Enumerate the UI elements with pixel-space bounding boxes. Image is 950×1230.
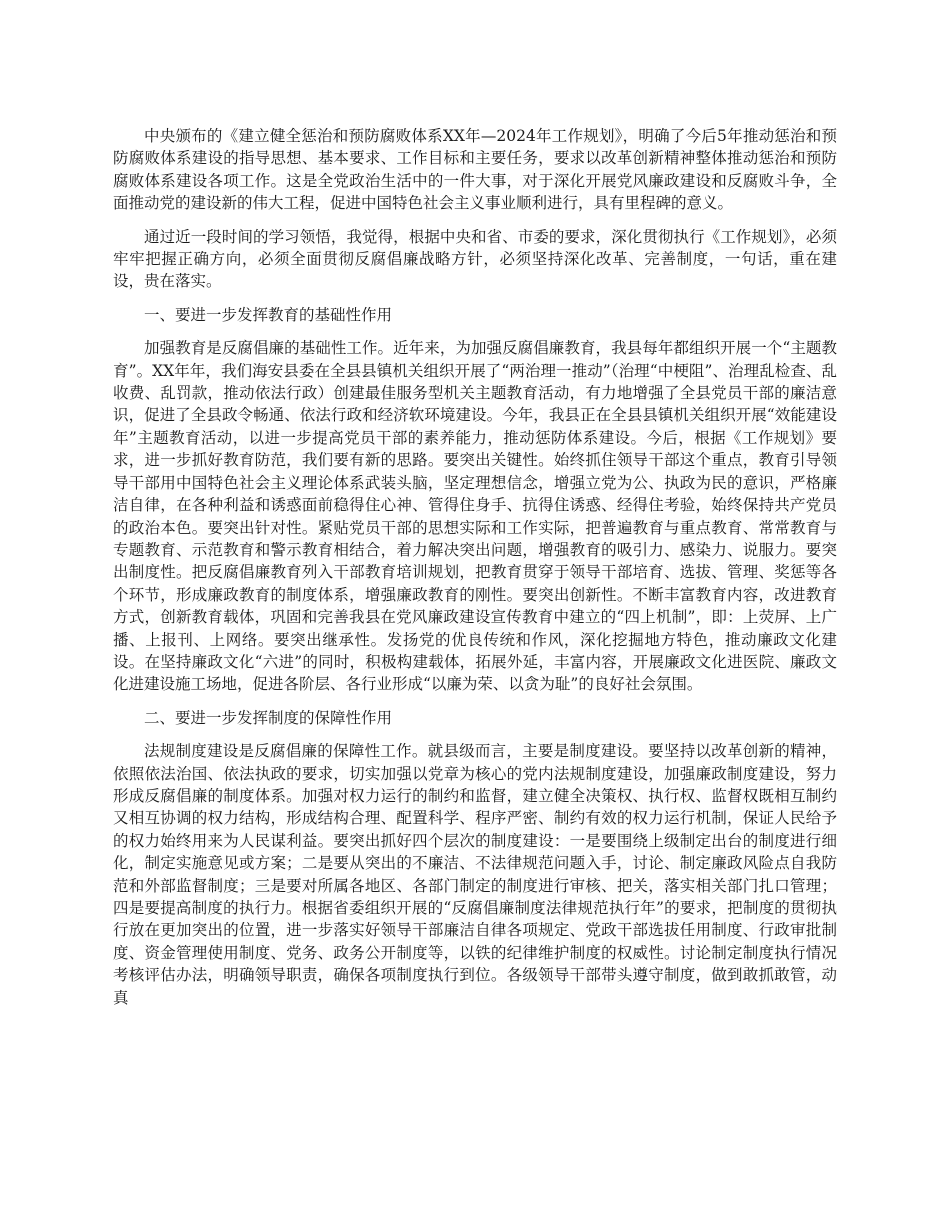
paragraph-study: 通过近一段时间的学习领悟，我觉得，根据中央和省、市委的要求，深化贯彻执行《工作规划》，必须牢牢把握正确方向，必须全面贯彻反腐倡廉战略方针，必须坚持深化改革、完善制度，一句话，重在建设，贵在落实。 (113, 227, 837, 291)
section-heading-system: 二、要进一步发挥制度的保障性作用 (144, 708, 393, 727)
paragraph-system: 法规制度建设是反腐倡廉的保障性工作。就县级而言，主要是制度建设。要坚持以改革创新的精神，依照依法治国、依法执政的要求，切实加强以党章为核心的党内法规制度建设，加强廉政制度建设，努力形成反腐倡廉的制度体系。加强对权力运行的制约和监督，建立健全决策权、执行权、监督权既相互制约又相互协调的权力结构，形成结构合理、配置科学、程序严密、制约有效的权力运行机制，保证人民给予的权力始终用来为人民谋利益。要突出抓好四个层次的制度建设：一是要围绕上级制定出台的制度进行细化，制定实施意见或方案；二是要从突出的不廉洁、不法律规范问题入手，讨论、制定廉政风险点自我防范和外部监督制度；三是要对所属各地区、各部门制定的制度进行审核、把关，落实相关部门扎口管理；四是要提高制度的执行力。根据省委组织开展的“反腐倡廉制度法律规范执行年”的要求，把制度的贯彻执行放在更加突出的位置，进一步落实好领导干部廉洁自律各项规定、党政干部选拔任用制度、行政审批制度、资金管理使用制度、党务、政务公开制度等，以铁的纪律维护制度的权威性。讨论制定制度执行情况考核评估办法，明确领导职责，确保各项制度执行到位。各级领导干部带头遵守制度，做到敢抓敢管，动真 (113, 742, 837, 1007)
paragraph-education: 加强教育是反腐倡廉的基础性工作。近年来，为加强反腐倡廉教育，我县每年都组织开展一个“主题教育”。XX年年，我们海安县委在全县县镇机关组织开展了“两治理一推动”（治理“中梗阻”、治理乱检查、乱收费、乱罚款，推动依法行政）创建最佳服务型机关主题教育活动，有力地增强了全县党员干部的廉洁意识，促进了全县政令畅通、依法行政和经济软环境建设。今年，我县正在全县县镇机关组织开展“效能建设年”主题教育活动，以进一步提高党员干部的素养能力，推动惩防体系建设。今后，根据《工作规划》要求，进一步抓好教育防范，我们要有新的思路。要突出关键性。始终抓住领导干部这个重点，教育引导领导干部用中国特色社会主义理论体系武装头脑，坚定理想信念，增强立党为公、执政为民的意识，严格廉洁自律，在各种利益和诱惑面前稳得住心神、管得住身手、抗得住诱惑、经得住考验，始终保持共产党员的政治本色。要突出针对性。紧贴党员干部的思想实际和工作实际，把普遍教育与重点教育、常常教育与专题教育、示范教育和警示教育相结合，着力解决突出问题，增强教育的吸引力、感染力、说服力。要突出制度性。把反腐倡廉教育列入干部教育培训规划，把教育贯穿于领导干部培育、选拔、管理、奖惩等各个环节，形成廉政教育的制度体系，增强廉政教育的刚性。要突出创新性。不断丰富教育内容，改进教育方式，创新教育载体，巩固和完善我县在党风廉政建设宣传教育中建立的“四上机制”，即：上荧屏、上广播、上报刊、上网络。要突出继承性。发扬党的优良传统和作风，深化挖掘地方特色，推动廉政文化建设。在坚持廉政文化“六进”的同时，积极构建载体，拓展外延，丰富内容，开展廉政文化进医院、廉政文化进建设施工场地，促进各阶层、各行业形成“以廉为荣、以贪为耻”的良好社会氛围。 (113, 339, 837, 694)
section-heading-education: 一、要进一步发挥教育的基础性作用 (144, 305, 393, 324)
paragraph-intro: 中央颁布的《建立健全惩治和预防腐败体系XX年—2024年工作规划》，明确了今后5年推动惩治和预防腐败体系建设的指导思想、基本要求、工作目标和主要任务，要求以改革创新精神整体推动惩治和预防腐败体系建设各项工作。这是全党政治生活中的一件大事，对于深化开展党风廉政建设和反腐败斗争，全面推动党的建设新的伟大工程，促进中国特色社会主义事业顺利进行，具有里程碑的意义。 (113, 127, 837, 213)
document-body (113, 125, 837, 1020)
